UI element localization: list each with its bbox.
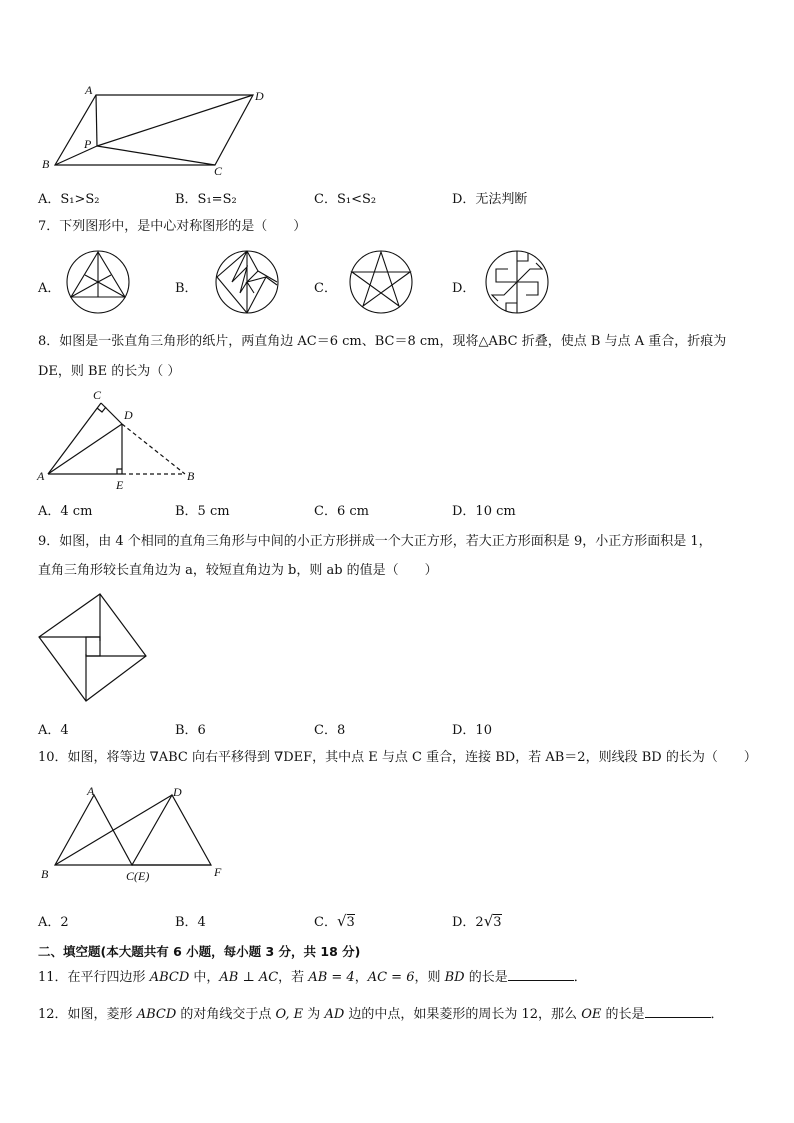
q11-end: ． [573,970,587,985]
q12-abcd: ABCD [136,1007,177,1022]
q8-label-d: D [124,408,133,422]
q6-option-a: A．S₁>S₂ [38,192,100,207]
q8-option-d: D．10 cm [452,504,516,519]
q9-square-figure [36,590,151,705]
sqrt-icon: √ [336,912,347,930]
q10-option-c-label: C． [314,915,337,930]
q6-parallelogram-figure [38,82,278,177]
q12-text-1: 12．如图，菱形 [38,1007,137,1022]
q11-text-2: 中， [189,970,220,985]
q12-text-4: 边的中点，如果菱形的周长为 12，那么 [344,1007,582,1022]
q6-label-c: C [214,164,223,177]
q8-label-b: B [187,469,195,483]
q11-text-4: ， [354,970,368,985]
q9-option-b: B．6 [175,723,206,738]
q10-option-d [452,911,502,930]
q7-option-c-letter: C． [314,281,337,296]
q11-answer-blank[interactable] [508,969,574,981]
q8-option-c: C．6 cm [314,504,369,519]
q7-option-d-figure [484,249,550,315]
q9-option-a: A．4 [38,723,69,738]
q12-text-2: 的对角线交于点 [176,1007,276,1022]
q11-text-3: ，若 [278,970,309,985]
q11-abcd: ABCD [149,970,190,985]
q10-label-b: B [41,867,49,881]
q11-text-5: ，则 [414,970,445,985]
q10-option-d-radicand: 3 [493,915,502,930]
sqrt-icon: √ [483,912,494,930]
q11-text-1: 11．在平行四边形 [38,970,150,985]
q7-stem: 7．下列图形中，是中心对称图形的是（ ） [38,219,307,234]
q6-label-a: A [85,83,93,97]
q12-oe: O, E [275,1007,304,1022]
q11-bd: BD [444,970,465,985]
q10-label-d: D [173,785,182,799]
q12-oe2: OE [581,1007,602,1022]
q8-label-c: C [93,388,102,402]
q6-label-d: D [255,89,264,103]
q8-stem-line1: 8．如图是一张直角三角形的纸片，两直角边 AC＝6 cm、BC＝8 cm，现将△ABC 折叠，使点 B 与点 A 重合，折痕为 [38,334,727,349]
q10-triangles-figure [36,783,236,883]
q9-stem-line1: 9．如图，由 4 个相同的直角三角形与中间的小正方形拼成一个大正方形，若大正方形面积是 9，小正方形面积是 1， [38,534,712,549]
q6-option-d: D．无法判断 [452,192,528,207]
q8-option-a: A．4 cm [38,504,93,519]
q10-option-d-label: D．2 [452,915,484,930]
q12-answer-blank[interactable] [645,1006,711,1018]
q11-text-6: 的长是 [464,970,508,985]
q10-label-f: F [214,865,222,879]
q9-stem-line2: 直角三角形较长直角边为 a，较短直角边为 b，则 ab 的值是（ ） [38,563,438,578]
q6-label-p: P [84,137,92,151]
q8-label-e: E [116,478,124,492]
q7-option-a-figure [65,249,131,315]
q6-option-c: C．S₁<S₂ [314,192,377,207]
q10-stem: 10．如图，将等边 ∇ABC 向右平移得到 ∇DEF，其中点 E 与点 C 重合，连接 BD，若 AB＝2，则线段 BD 的长为（ ） [38,750,757,765]
section2-title: 二、填空题(本大题共有 6 小题，每小题 3 分，共 18 分) [38,944,361,959]
q8-option-b: B．5 cm [175,504,230,519]
q7-option-c-figure [348,249,414,315]
q11-cond1: AB ⊥ AC [219,970,279,985]
q7-option-a-letter: A． [38,281,61,296]
q11-cond3: AC = 6 [367,970,415,985]
q8-stem-line2: DE，则 BE 的长为（ ） [38,364,181,379]
q6-label-b: B [42,157,50,171]
q8-triangle-figure [35,388,210,493]
q10-label-a: A [87,784,95,798]
q12-ad: AD [324,1007,345,1022]
q7-option-d-letter: D． [452,281,476,296]
q9-option-c: C．8 [314,723,346,738]
q6-option-b: B．S₁=S₂ [175,192,237,207]
q10-option-a: A．2 [38,915,69,930]
q12-end: ． [710,1007,724,1022]
q10-option-c [314,911,355,930]
q10-label-ce: C(E) [126,869,150,883]
q10-option-c-radicand: 3 [346,915,355,930]
q11-stem [38,969,587,984]
q7-option-b-letter: B． [175,281,198,296]
q10-option-b: B．4 [175,915,206,930]
q12-stem [38,1006,724,1021]
q7-option-b-figure [214,249,280,315]
q11-cond2: AB = 4 [308,970,355,985]
q12-text-5: 的长是 [601,1007,645,1022]
q8-label-a: A [37,469,45,483]
q9-option-d: D．10 [452,723,492,738]
q12-text-3: 为 [303,1007,325,1022]
